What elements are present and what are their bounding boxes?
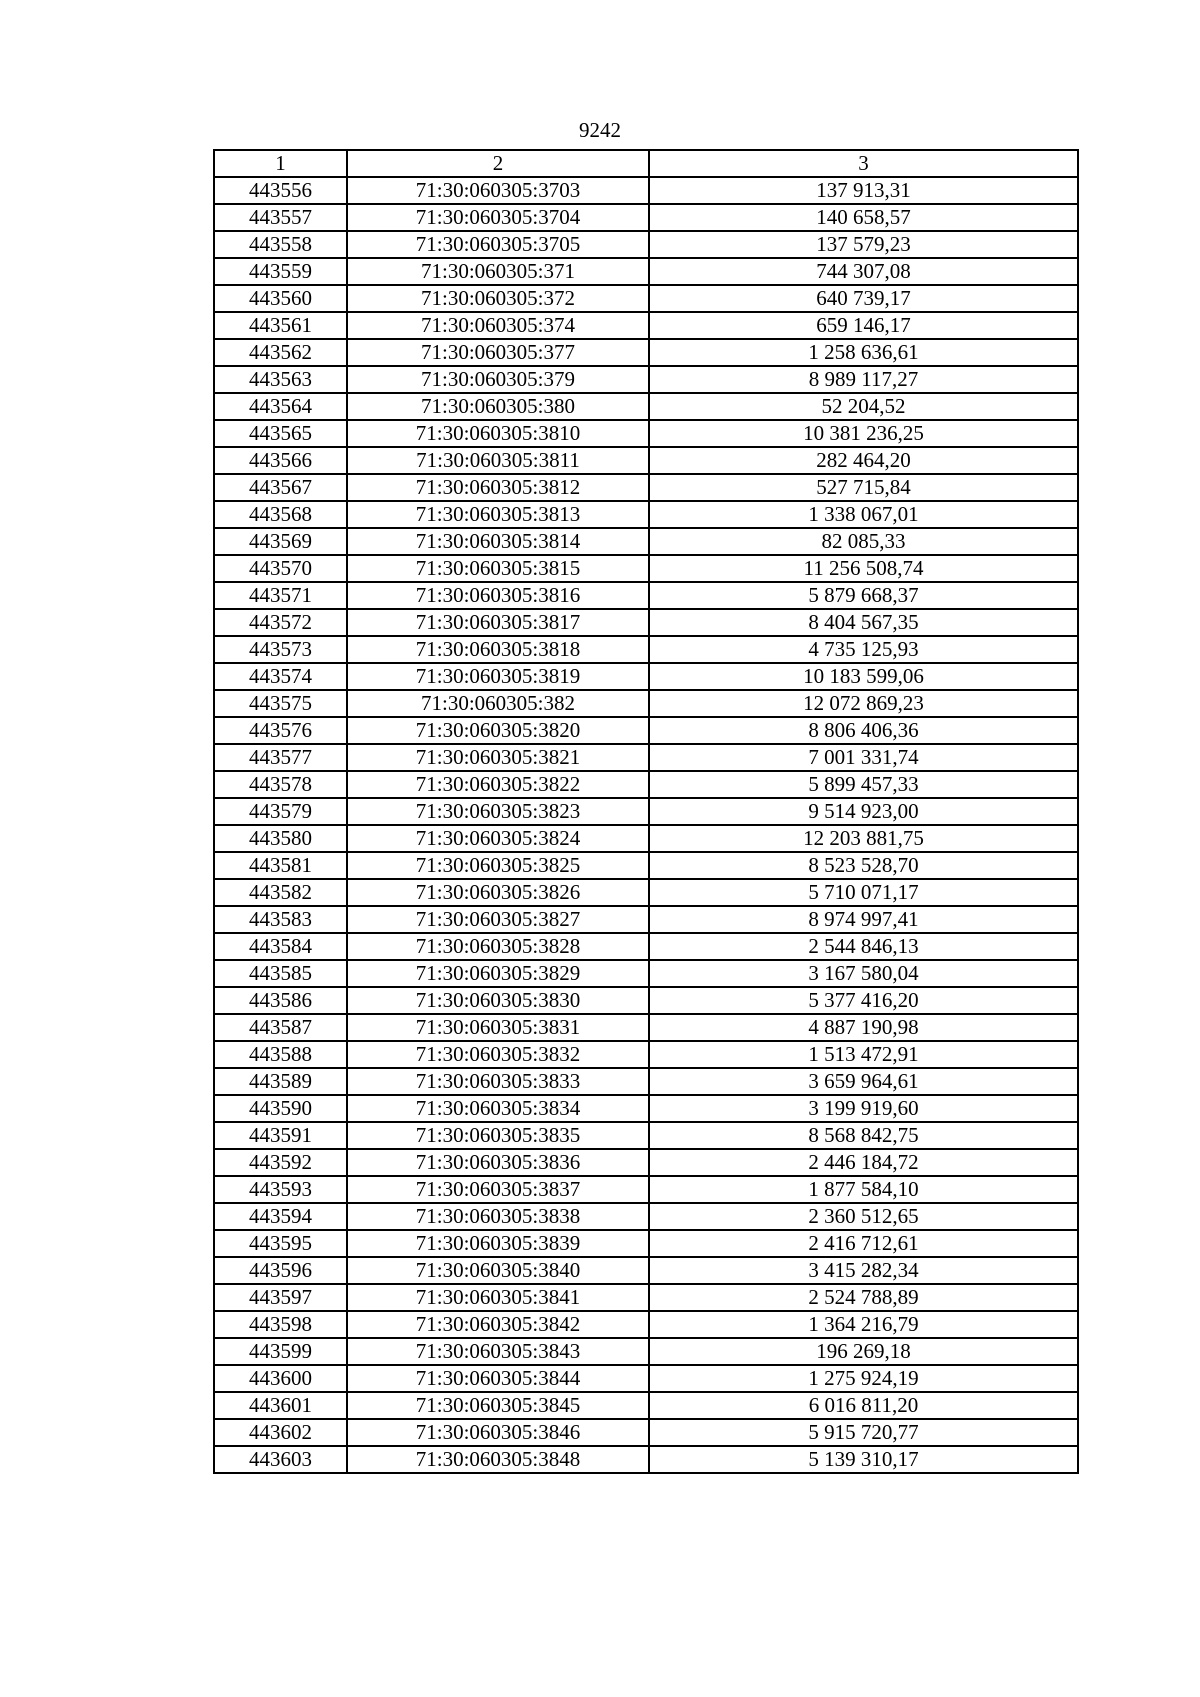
cell-cadastral-id: 71:30:060305:3812 [347,474,649,501]
cell-cadastral-id: 71:30:060305:3833 [347,1068,649,1095]
cell-number: 443590 [214,1095,347,1122]
cell-value: 6 016 811,20 [649,1392,1078,1419]
cell-cadastral-id: 71:30:060305:3818 [347,636,649,663]
column-header-1: 1 [214,150,347,177]
cell-number: 443564 [214,393,347,420]
table-row [214,1311,1078,1338]
column-header-2: 2 [347,150,649,177]
cell-number: 443570 [214,555,347,582]
cell-cadastral-id: 71:30:060305:3831 [347,1014,649,1041]
cell-cadastral-id: 71:30:060305:3813 [347,501,649,528]
cell-number: 443560 [214,285,347,312]
cell-cadastral-id: 71:30:060305:3834 [347,1095,649,1122]
cell-number: 443600 [214,1365,347,1392]
cell-number: 443594 [214,1203,347,1230]
table-row [214,582,1078,609]
table-row [214,393,1078,420]
cell-cadastral-id: 71:30:060305:3821 [347,744,649,771]
cell-cadastral-id: 71:30:060305:3841 [347,1284,649,1311]
cell-cadastral-id: 71:30:060305:372 [347,285,649,312]
cell-value: 3 199 919,60 [649,1095,1078,1122]
cell-value: 7 001 331,74 [649,744,1078,771]
cell-value: 12 203 881,75 [649,825,1078,852]
cell-cadastral-id: 71:30:060305:371 [347,258,649,285]
cell-value: 2 446 184,72 [649,1149,1078,1176]
cell-number: 443583 [214,906,347,933]
cell-value: 659 146,17 [649,312,1078,339]
cell-value: 10 381 236,25 [649,420,1078,447]
table-row [214,1257,1078,1284]
cell-number: 443582 [214,879,347,906]
table-row [214,1041,1078,1068]
cell-cadastral-id: 71:30:060305:3823 [347,798,649,825]
table-row [214,1122,1078,1149]
cell-number: 443563 [214,366,347,393]
table-row [214,1446,1078,1473]
cell-cadastral-id: 71:30:060305:3816 [347,582,649,609]
cell-number: 443562 [214,339,347,366]
table-row [214,501,1078,528]
table-row [214,744,1078,771]
cell-value: 5 139 310,17 [649,1446,1078,1473]
cell-number: 443592 [214,1149,347,1176]
cell-number: 443599 [214,1338,347,1365]
cell-number: 443601 [214,1392,347,1419]
table-row [214,1149,1078,1176]
cell-value: 8 974 997,41 [649,906,1078,933]
cell-number: 443578 [214,771,347,798]
cell-cadastral-id: 71:30:060305:3815 [347,555,649,582]
cell-value: 4 735 125,93 [649,636,1078,663]
cell-number: 443567 [214,474,347,501]
cell-value: 11 256 508,74 [649,555,1078,582]
cell-number: 443586 [214,987,347,1014]
table-row [214,1095,1078,1122]
cell-number: 443593 [214,1176,347,1203]
cell-value: 3 415 282,34 [649,1257,1078,1284]
cell-cadastral-id: 71:30:060305:3820 [347,717,649,744]
cell-cadastral-id: 71:30:060305:3846 [347,1419,649,1446]
table-row [214,1419,1078,1446]
cell-cadastral-id: 71:30:060305:3817 [347,609,649,636]
table-row [214,663,1078,690]
cell-number: 443566 [214,447,347,474]
cell-value: 5 899 457,33 [649,771,1078,798]
table-body [214,177,1078,1473]
cell-value: 3 167 580,04 [649,960,1078,987]
table-row [214,474,1078,501]
table-row [214,636,1078,663]
table-row [214,1392,1078,1419]
cell-cadastral-id: 71:30:060305:3842 [347,1311,649,1338]
cell-number: 443587 [214,1014,347,1041]
cell-value: 640 739,17 [649,285,1078,312]
table-row [214,852,1078,879]
cell-value: 1 364 216,79 [649,1311,1078,1338]
cell-cadastral-id: 71:30:060305:3704 [347,204,649,231]
cell-number: 443557 [214,204,347,231]
cell-value: 1 877 584,10 [649,1176,1078,1203]
cell-cadastral-id: 71:30:060305:3839 [347,1230,649,1257]
cell-cadastral-id: 71:30:060305:3844 [347,1365,649,1392]
cell-cadastral-id: 71:30:060305:3836 [347,1149,649,1176]
cell-cadastral-id: 71:30:060305:3840 [347,1257,649,1284]
cell-number: 443574 [214,663,347,690]
cell-value: 2 360 512,65 [649,1203,1078,1230]
cell-number: 443588 [214,1041,347,1068]
table-row [214,933,1078,960]
cell-value: 1 258 636,61 [649,339,1078,366]
table-row [214,555,1078,582]
cell-number: 443597 [214,1284,347,1311]
cell-cadastral-id: 71:30:060305:3826 [347,879,649,906]
cell-cadastral-id: 71:30:060305:3848 [347,1446,649,1473]
table-row [214,231,1078,258]
table-row [214,1203,1078,1230]
cell-value: 527 715,84 [649,474,1078,501]
cell-value: 2 544 846,13 [649,933,1078,960]
cell-cadastral-id: 71:30:060305:3819 [347,663,649,690]
cell-value: 3 659 964,61 [649,1068,1078,1095]
table-row [214,798,1078,825]
page-number: 9242 [579,118,621,142]
cell-cadastral-id: 71:30:060305:3703 [347,177,649,204]
data-table [213,149,1079,1474]
table-row [214,1014,1078,1041]
table-row [214,1338,1078,1365]
cell-value: 1 513 472,91 [649,1041,1078,1068]
cell-value: 2 416 712,61 [649,1230,1078,1257]
cell-number: 443585 [214,960,347,987]
cell-value: 10 183 599,06 [649,663,1078,690]
cell-cadastral-id: 71:30:060305:3705 [347,231,649,258]
cell-value: 137 913,31 [649,177,1078,204]
cell-cadastral-id: 71:30:060305:380 [347,393,649,420]
cell-value: 5 710 071,17 [649,879,1078,906]
cell-number: 443561 [214,312,347,339]
cell-number: 443596 [214,1257,347,1284]
cell-cadastral-id: 71:30:060305:3830 [347,987,649,1014]
cell-cadastral-id: 71:30:060305:3845 [347,1392,649,1419]
table-row [214,987,1078,1014]
table-row [214,420,1078,447]
table-row [214,1284,1078,1311]
cell-cadastral-id: 71:30:060305:3810 [347,420,649,447]
table-row [214,825,1078,852]
cell-number: 443602 [214,1419,347,1446]
cell-value: 52 204,52 [649,393,1078,420]
cell-value: 8 989 117,27 [649,366,1078,393]
cell-value: 4 887 190,98 [649,1014,1078,1041]
cell-cadastral-id: 71:30:060305:3825 [347,852,649,879]
cell-cadastral-id: 71:30:060305:3822 [347,771,649,798]
cell-number: 443591 [214,1122,347,1149]
cell-cadastral-id: 71:30:060305:3838 [347,1203,649,1230]
cell-value: 1 338 067,01 [649,501,1078,528]
cell-value: 196 269,18 [649,1338,1078,1365]
cell-value: 1 275 924,19 [649,1365,1078,1392]
cell-cadastral-id: 71:30:060305:3832 [347,1041,649,1068]
cell-cadastral-id: 71:30:060305:377 [347,339,649,366]
table-row [214,177,1078,204]
cell-cadastral-id: 71:30:060305:3814 [347,528,649,555]
cell-cadastral-id: 71:30:060305:3811 [347,447,649,474]
cell-value: 12 072 869,23 [649,690,1078,717]
cell-value: 140 658,57 [649,204,1078,231]
cell-value: 9 514 923,00 [649,798,1078,825]
cell-number: 443556 [214,177,347,204]
table-row [214,258,1078,285]
cell-value: 137 579,23 [649,231,1078,258]
table-row [214,609,1078,636]
cell-cadastral-id: 71:30:060305:3827 [347,906,649,933]
cell-cadastral-id: 71:30:060305:3828 [347,933,649,960]
cell-number: 443584 [214,933,347,960]
cell-cadastral-id: 71:30:060305:374 [347,312,649,339]
cell-cadastral-id: 71:30:060305:379 [347,366,649,393]
cell-number: 443575 [214,690,347,717]
cell-number: 443580 [214,825,347,852]
cell-value: 8 523 528,70 [649,852,1078,879]
table-row [214,906,1078,933]
cell-number: 443598 [214,1311,347,1338]
table-row [214,447,1078,474]
cell-value: 5 377 416,20 [649,987,1078,1014]
table-row [214,1365,1078,1392]
cell-cadastral-id: 71:30:060305:382 [347,690,649,717]
table-row [214,1176,1078,1203]
cell-number: 443579 [214,798,347,825]
cell-cadastral-id: 71:30:060305:3835 [347,1122,649,1149]
cell-cadastral-id: 71:30:060305:3824 [347,825,649,852]
table-row [214,717,1078,744]
cell-number: 443558 [214,231,347,258]
cell-number: 443568 [214,501,347,528]
table-row [214,879,1078,906]
cell-value: 2 524 788,89 [649,1284,1078,1311]
header-row [214,150,1078,177]
cell-number: 443565 [214,420,347,447]
cell-number: 443571 [214,582,347,609]
table-row [214,285,1078,312]
cell-value: 8 568 842,75 [649,1122,1078,1149]
cell-number: 443569 [214,528,347,555]
table-row [214,690,1078,717]
cell-value: 744 307,08 [649,258,1078,285]
cell-value: 8 404 567,35 [649,609,1078,636]
cell-number: 443581 [214,852,347,879]
table-row [214,339,1078,366]
column-header-3: 3 [649,150,1078,177]
cell-number: 443559 [214,258,347,285]
table-row [214,1230,1078,1257]
cell-cadastral-id: 71:30:060305:3837 [347,1176,649,1203]
cell-number: 443573 [214,636,347,663]
cell-number: 443589 [214,1068,347,1095]
table-row [214,1068,1078,1095]
table-row [214,771,1078,798]
cell-cadastral-id: 71:30:060305:3843 [347,1338,649,1365]
table-row [214,366,1078,393]
cell-value: 5 915 720,77 [649,1419,1078,1446]
cell-value: 5 879 668,37 [649,582,1078,609]
cell-value: 82 085,33 [649,528,1078,555]
cell-number: 443576 [214,717,347,744]
cell-number: 443595 [214,1230,347,1257]
cell-value: 8 806 406,36 [649,717,1078,744]
table-row [214,528,1078,555]
cell-value: 282 464,20 [649,447,1078,474]
table-header [214,150,1078,177]
table-row [214,960,1078,987]
cell-number: 443572 [214,609,347,636]
table-row [214,204,1078,231]
cell-number: 443577 [214,744,347,771]
cell-number: 443603 [214,1446,347,1473]
cell-cadastral-id: 71:30:060305:3829 [347,960,649,987]
table-row [214,312,1078,339]
